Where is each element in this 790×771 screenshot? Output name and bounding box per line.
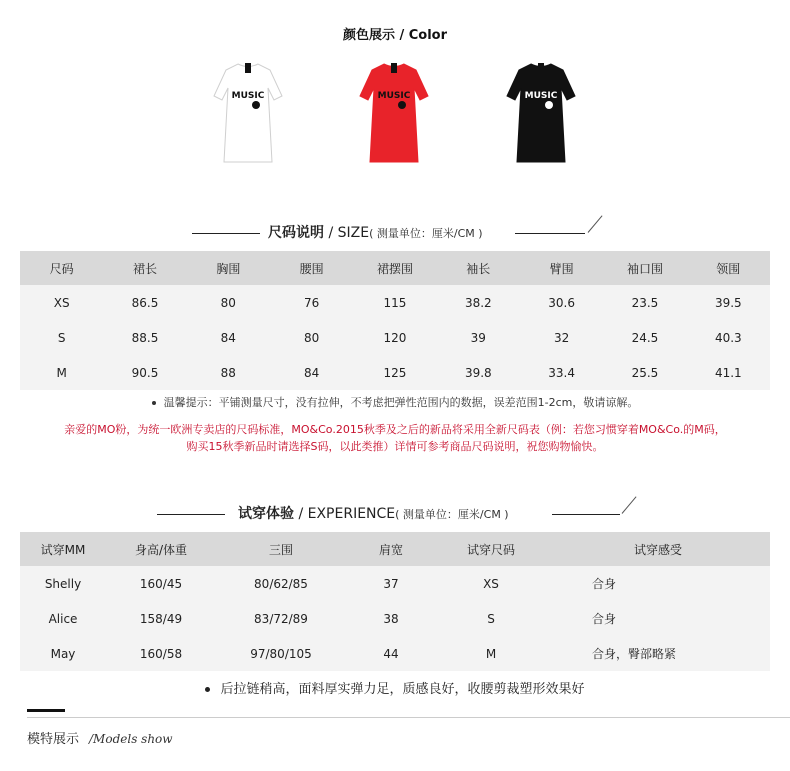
dress-zipper-tab	[391, 63, 397, 73]
table-row	[20, 601, 770, 636]
experience-cell: Alice	[20, 601, 106, 636]
dress-print-text: MUSIC	[524, 91, 558, 101]
size-cell: 80	[270, 320, 353, 355]
dress-icon	[356, 58, 432, 166]
models-accent-bar	[27, 709, 65, 712]
table-row	[20, 355, 770, 390]
size-cell: M	[20, 355, 103, 390]
experience-cell: 合身	[546, 566, 770, 601]
size-header-cell: 领围	[687, 251, 770, 285]
size-cell: 41.1	[687, 355, 770, 390]
experience-table-header-row	[20, 532, 770, 566]
models-divider	[27, 717, 790, 718]
size-cell: 23.5	[603, 285, 686, 320]
experience-cell: 160/45	[106, 566, 216, 601]
size-heading-text	[268, 223, 483, 244]
dress-white-swatch[interactable]	[210, 58, 286, 166]
heading-slash-decoration	[622, 496, 637, 513]
size-header-cell: 腰围	[270, 251, 353, 285]
size-section-heading	[0, 223, 790, 243]
size-tip	[0, 394, 790, 410]
experience-note	[0, 678, 790, 697]
size-header-cell: 裙长	[103, 251, 186, 285]
size-cell: 115	[353, 285, 436, 320]
size-cell: 24.5	[603, 320, 686, 355]
experience-cell: 合身	[546, 601, 770, 636]
dress-icon	[210, 58, 286, 166]
bullet-icon	[205, 687, 210, 692]
experience-header-cell: 试穿MM	[20, 532, 106, 566]
size-cell: 40.3	[687, 320, 770, 355]
size-table-header-row	[20, 251, 770, 285]
dress-zipper-tab	[538, 63, 544, 73]
size-cell: 90.5	[103, 355, 186, 390]
experience-cell: 38	[346, 601, 436, 636]
dress-print-graphic	[398, 101, 406, 109]
dress-print-text: MUSIC	[377, 91, 411, 101]
size-header-cell: 胸围	[187, 251, 270, 285]
size-change-notice	[0, 421, 790, 455]
size-cell: 39.5	[687, 285, 770, 320]
size-tip-text: 温馨提示：平铺测量尺寸，没有拉伸，不考虑把弹性范围内的数据，误差范围1-2cm，敬请谅解。	[163, 396, 639, 409]
dress-body	[507, 64, 575, 162]
experience-section-heading	[0, 504, 790, 524]
dress-black-swatch[interactable]	[503, 58, 579, 166]
experience-cell: 44	[346, 636, 436, 671]
table-row	[20, 636, 770, 671]
experience-cell: Shelly	[20, 566, 106, 601]
size-header-cell: 尺码	[20, 251, 103, 285]
experience-header-cell: 肩宽	[346, 532, 436, 566]
size-cell: S	[20, 320, 103, 355]
size-cell: 30.6	[520, 285, 603, 320]
size-cell: 88.5	[103, 320, 186, 355]
size-unit-label: ( 测量单位：厘米/CM )	[369, 227, 483, 240]
bullet-icon	[152, 401, 156, 405]
experience-header-cell: 试穿尺码	[436, 532, 546, 566]
experience-cell: 合身，臀部略紧	[546, 636, 770, 671]
experience-header-cell: 身高/体重	[106, 532, 216, 566]
size-table	[20, 251, 770, 390]
size-cell: 32	[520, 320, 603, 355]
size-cell: 25.5	[603, 355, 686, 390]
dress-zipper-tab	[245, 63, 251, 73]
table-row	[20, 320, 770, 355]
size-cell: 33.4	[520, 355, 603, 390]
experience-cell: S	[436, 601, 546, 636]
experience-unit-label: ( 测量单位：厘米/CM )	[395, 508, 509, 521]
experience-note-text: 后拉链稍高，面料厚实弹力足，质感良好，收腰剪裁塑形效果好	[220, 682, 585, 697]
heading-rule-left	[192, 233, 260, 234]
size-cell: 125	[353, 355, 436, 390]
experience-header-cell: 试穿感受	[546, 532, 770, 566]
size-title-en: / SIZE	[324, 225, 370, 241]
heading-rule-right	[552, 514, 620, 515]
models-title-zh: 模特展示	[27, 732, 80, 747]
dress-body	[214, 64, 282, 162]
experience-cell: 83/72/89	[216, 601, 346, 636]
experience-cell: XS	[436, 566, 546, 601]
dress-red-swatch[interactable]	[356, 58, 432, 166]
size-cell: 84	[187, 320, 270, 355]
experience-cell: 80/62/85	[216, 566, 346, 601]
experience-cell: 97/80/105	[216, 636, 346, 671]
models-title-en: /Models show	[89, 732, 173, 746]
heading-rule-left	[157, 514, 225, 515]
size-cell: 39.8	[437, 355, 520, 390]
models-section-title	[27, 728, 173, 747]
dress-body	[360, 64, 428, 162]
experience-table	[20, 532, 770, 671]
experience-cell: May	[20, 636, 106, 671]
size-title-zh: 尺码说明	[268, 225, 324, 241]
size-cell: 84	[270, 355, 353, 390]
experience-cell: 160/58	[106, 636, 216, 671]
experience-header-cell: 三围	[216, 532, 346, 566]
dress-print-graphic	[252, 101, 260, 109]
heading-rule-right	[515, 233, 585, 234]
heading-slash-decoration	[588, 215, 603, 232]
color-section-title: 颜色展示 / Color	[342, 28, 448, 43]
size-cell: XS	[20, 285, 103, 320]
experience-cell: 158/49	[106, 601, 216, 636]
size-change-notice-line1: 亲爱的MO粉，为统一欧洲专卖店的尺码标准，MO&Co.2015秋季及之后的新品将采用全新尺码表（例：若您习惯穿着MO&Co.的M码，	[64, 423, 726, 436]
size-cell: 120	[353, 320, 436, 355]
size-header-cell: 袖口围	[603, 251, 686, 285]
experience-heading-text	[238, 504, 509, 525]
size-cell: 38.2	[437, 285, 520, 320]
dress-print-graphic	[545, 101, 553, 109]
size-change-notice-line2: 购买15秋季新品时请选择S码，以此类推）详情可参考商品尺码说明，祝您购物愉快。	[186, 440, 604, 453]
table-row	[20, 285, 770, 320]
size-header-cell: 臂围	[520, 251, 603, 285]
experience-cell: M	[436, 636, 546, 671]
size-header-cell: 袖长	[437, 251, 520, 285]
size-header-cell: 裙摆围	[353, 251, 436, 285]
size-cell: 80	[187, 285, 270, 320]
size-cell: 76	[270, 285, 353, 320]
size-cell: 39	[437, 320, 520, 355]
table-row	[20, 566, 770, 601]
dress-print-text: MUSIC	[231, 91, 265, 101]
experience-title-zh: 试穿体验	[238, 506, 294, 522]
experience-title-en: / EXPERIENCE	[294, 506, 396, 522]
size-cell: 86.5	[103, 285, 186, 320]
size-cell: 88	[187, 355, 270, 390]
dress-icon	[503, 58, 579, 166]
experience-cell: 37	[346, 566, 436, 601]
